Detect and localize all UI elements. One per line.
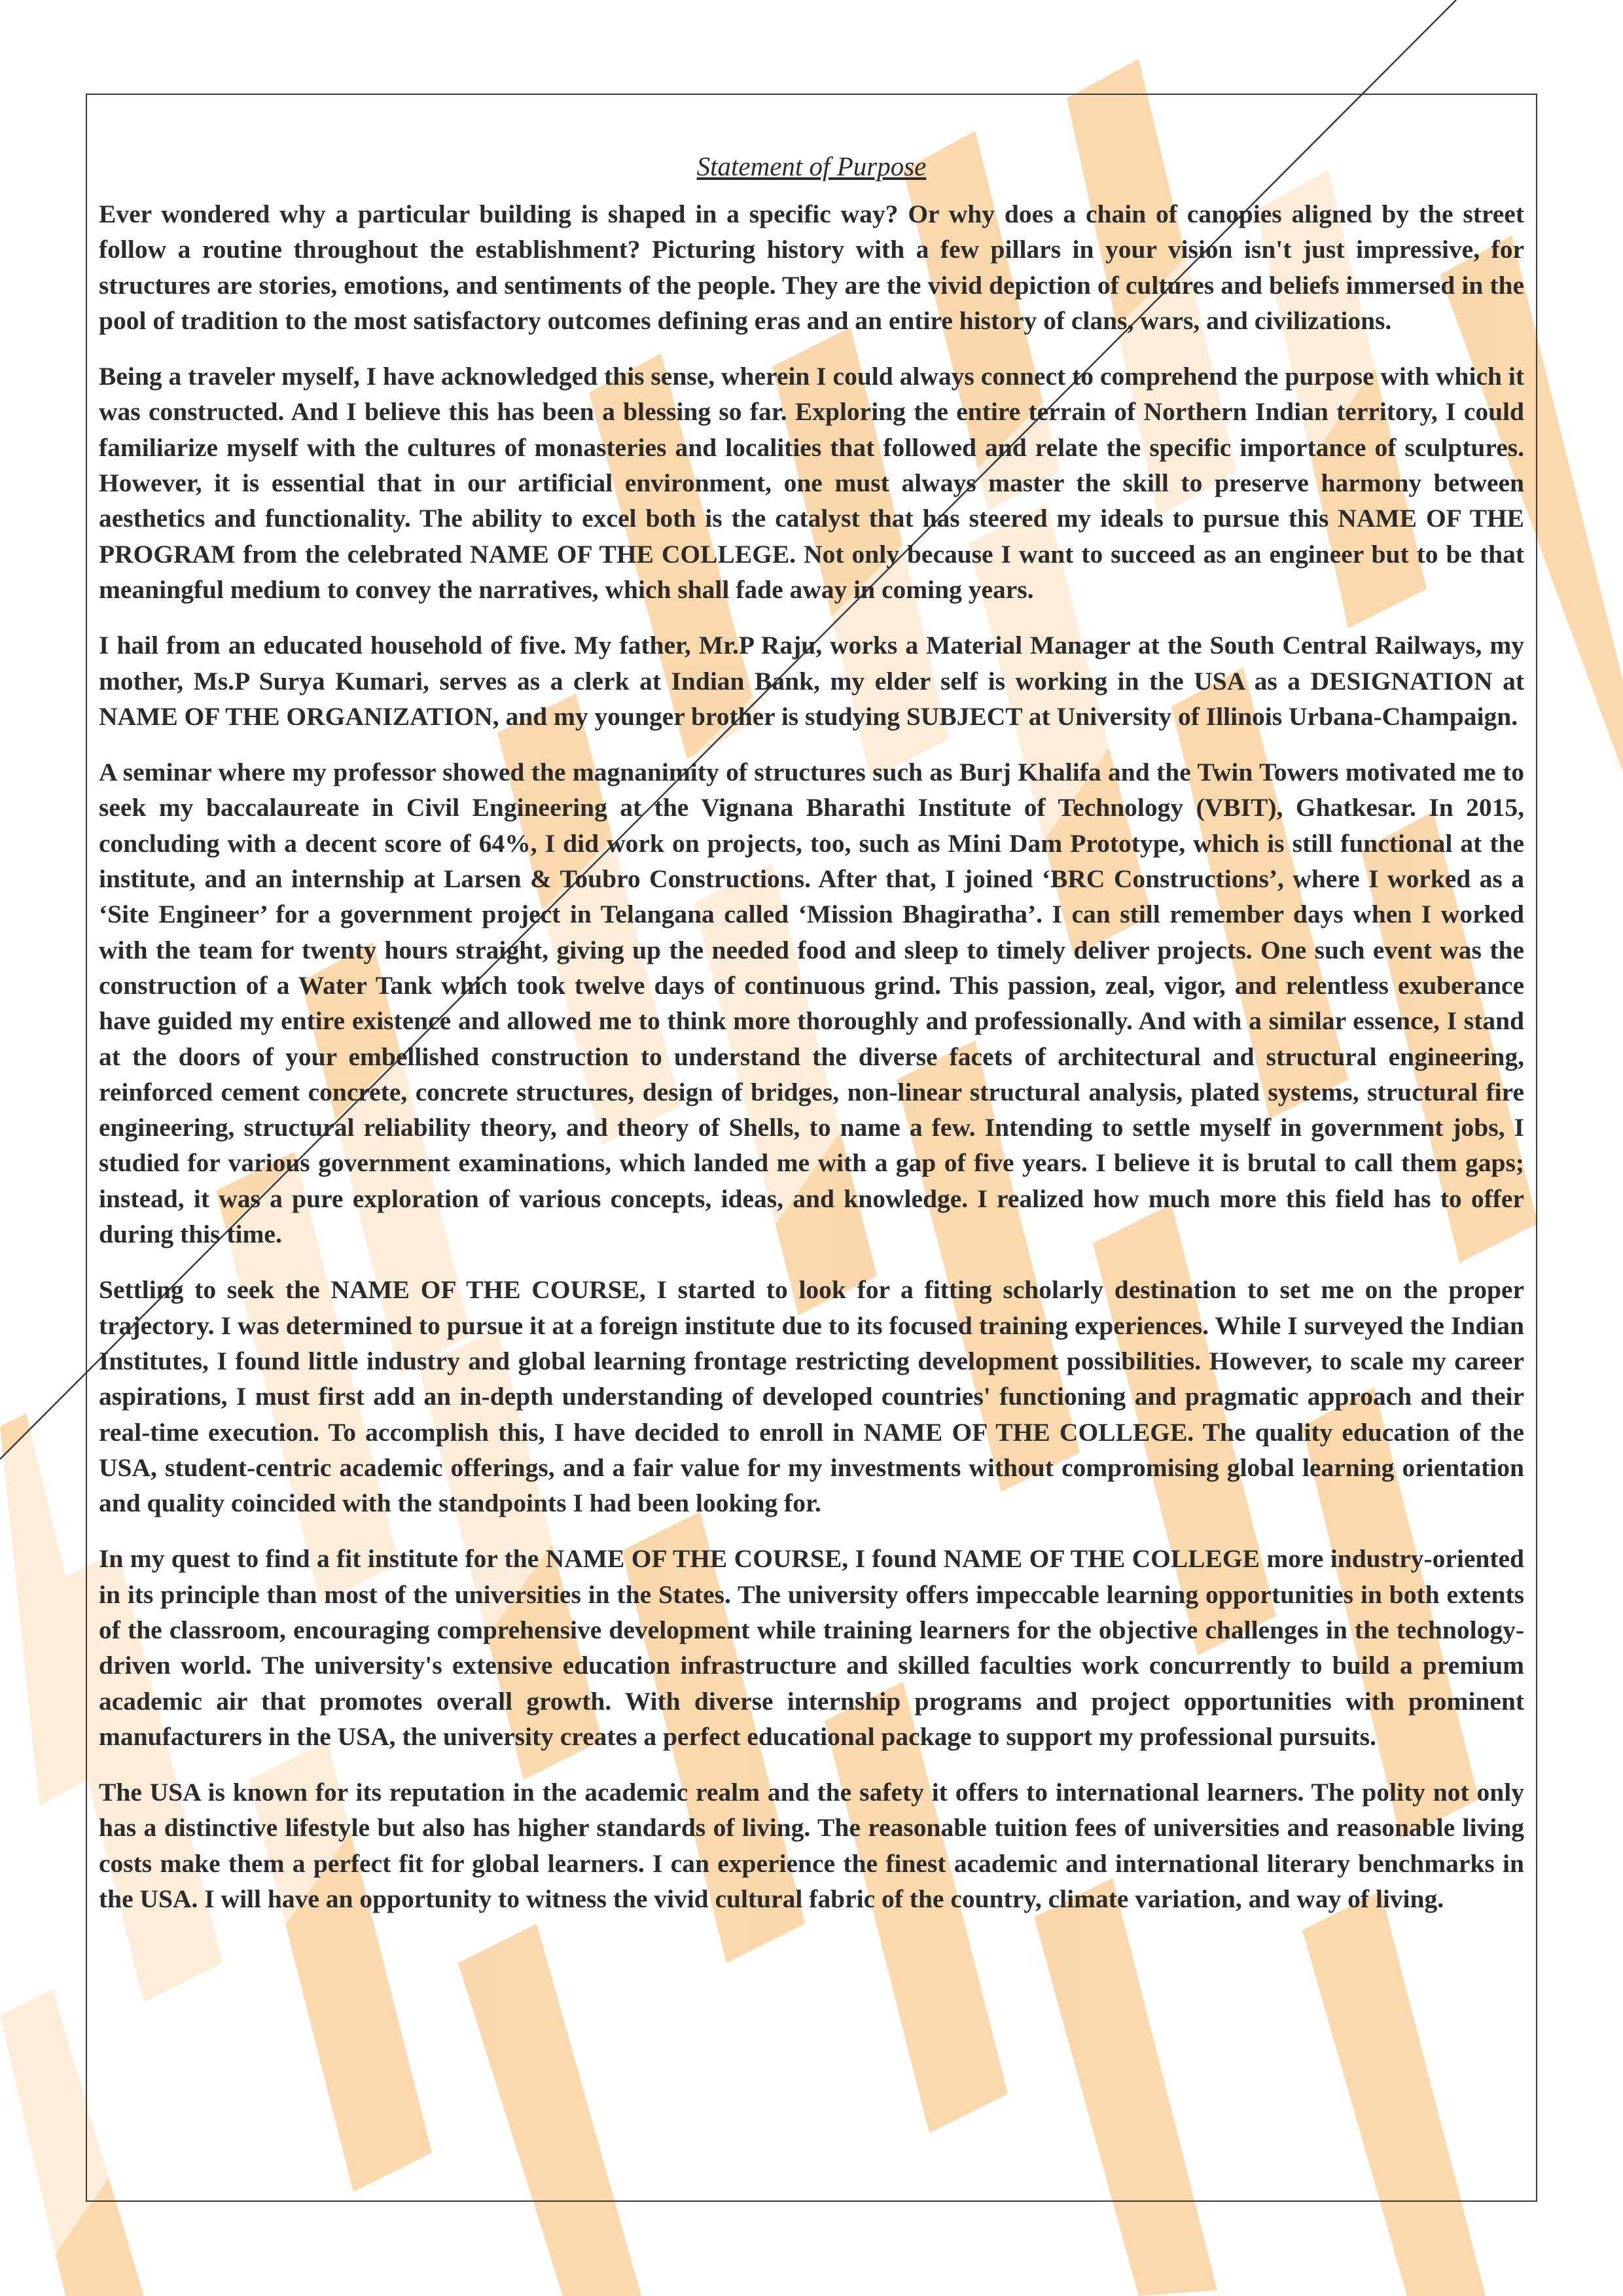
paragraph-4: A seminar where my professor showed the magnanimity of structures such as Burj Khalifa and the Twin Towers motivated me to seek my baccalaureate in Civil Engineering at the Vignana Bharathi Institute of Technology (VBIT), Ghatkesar. In 2015, concluding with a decent score of 64%, I did work on projects, too, such as Mini Dam Prototype, which is still functional at the institute, and an internship at Larsen & Toubro Constructions. After that, I joined ‘BRC Constructions’, where I worked as a ‘Site Engineer’ for a government project in Telangana called ‘Mission Bhagiratha’. I can still remember days when I worked with the team for twenty hours straight, giving up the needed food and sleep to timely deliver projects. One such event was the construction of a Water Tank which took twelve days of continuous grind. This passion, zeal, vigor, and relentless exuberance have guided my entire existence and allowed me to think more thoroughly and professionally. And with a similar essence, I stand at the doors of your embellished construction to understand the diverse facets of architectural and structural engineering, reinforced cement concrete, concrete structures, design of bridges, non-linear structural analysis, plated systems, structural fire engineering, structural reliability theory, and theory of Shells, to name a few. Intending to settle myself in government jobs, I studied for various government examinations, which landed me with a gap of five years. I believe it is brutal to call them gaps; instead, it was a pure exploration of various concepts, ideas, and knowledge. I realized how much more this field has to offer during this time. xyxy=(99,758,1524,1249)
document-title: Statement of Purpose xyxy=(696,151,927,181)
document-body xyxy=(99,148,1524,1937)
paragraph-2: Being a traveler myself, I have acknowledged this sense, wherein I could always connect to comprehend the purpose with which it was constructed. And I believe this has been a blessing so far. Exploring the entire terrain of Northern Indian territory, I could familiarize myself with the cultures of monasteries and localities that followed and relate the specific importance of sculptures. However, it is essential that in our artificial environment, one must always master the skill to preserve harmony between aesthetics and functionality. The ability to excel both is the catalyst that has steered my ideals to pursue this NAME OF THE PROGRAM from the celebrated NAME OF THE COLLEGE. Not only because I want to succeed as an engineer but to be that meaningful medium to convey the narratives, which shall fade away in coming years. xyxy=(99,362,1524,604)
paragraph-7: The USA is known for its reputation in the academic realm and the safety it offers to international learners. The polity not only has a distinctive lifestyle but also has higher standards of living. The reasonable tuition fees of universities and reasonable living costs make them a perfect fit for global learners. I can experience the finest academic and international literary benchmarks in the USA. I will have an opportunity to witness the vivid cultural fabric of the country, climate variation, and way of living. xyxy=(99,1778,1524,1914)
paragraph-1: Ever wondered why a particular building is shaped in a specific way? Or why does a chain of canopies aligned by the street follow a routine throughout the establishment? Picturing history with a few pillars in your vision isn't just impressive, for structures are stories, emotions, and sentiments of the people. They are the vivid depiction of cultures and beliefs immersed in the pool of tradition to the most satisfactory outcomes defining eras and an entire history of clans, wars, and civilizations. xyxy=(99,200,1524,335)
paragraph-5: Settling to seek the NAME OF THE COURSE, I started to look for a fitting scholarly destination to set me on the proper trajectory. I was determined to pursue it at a foreign institute due to its focused training experiences. While I surveyed the Indian Institutes, I found little industry and global learning frontage restricting development possibilities. However, to scale my career aspirations, I must first add an in-depth understanding of developed countries' functioning and pragmatic approach and their real-time execution. To accomplish this, I have decided to enroll in NAME OF THE COLLEGE. The quality education of the USA, student-centric academic offerings, and a fair value for my investments without compromising global learning orientation and quality coincided with the standpoints I had been looking for. xyxy=(99,1275,1524,1518)
paragraph-6: In my quest to find a fit institute for the NAME OF THE COURSE, I found NAME OF THE COLLEGE more industry-oriented in its principle than most of the universities in the States. The university offers impeccable learning opportunities in both extents of the classroom, encouraging comprehensive development while training learners for the objective challenges in the technology-driven world. The university's extensive education infrastructure and skilled faculties work concurrently to build a premium academic air that promotes overall growth. With diverse internship programs and project opportunities with prominent manufacturers in the USA, the university creates a perfect educational package to support my professional pursuits. xyxy=(99,1544,1524,1751)
paragraph-3: I hail from an educated household of five. My father, Mr.P Raju, works a Material Manager at the South Central Railways, my mother, Ms.P Surya Kumari, serves as a clerk at Indian Bank, my elder self is working in the USA as a DESIGNATION at NAME OF THE ORGANIZATION, and my younger brother is studying SUBJECT at University of Illinois Urbana-Champaign. xyxy=(99,631,1524,731)
